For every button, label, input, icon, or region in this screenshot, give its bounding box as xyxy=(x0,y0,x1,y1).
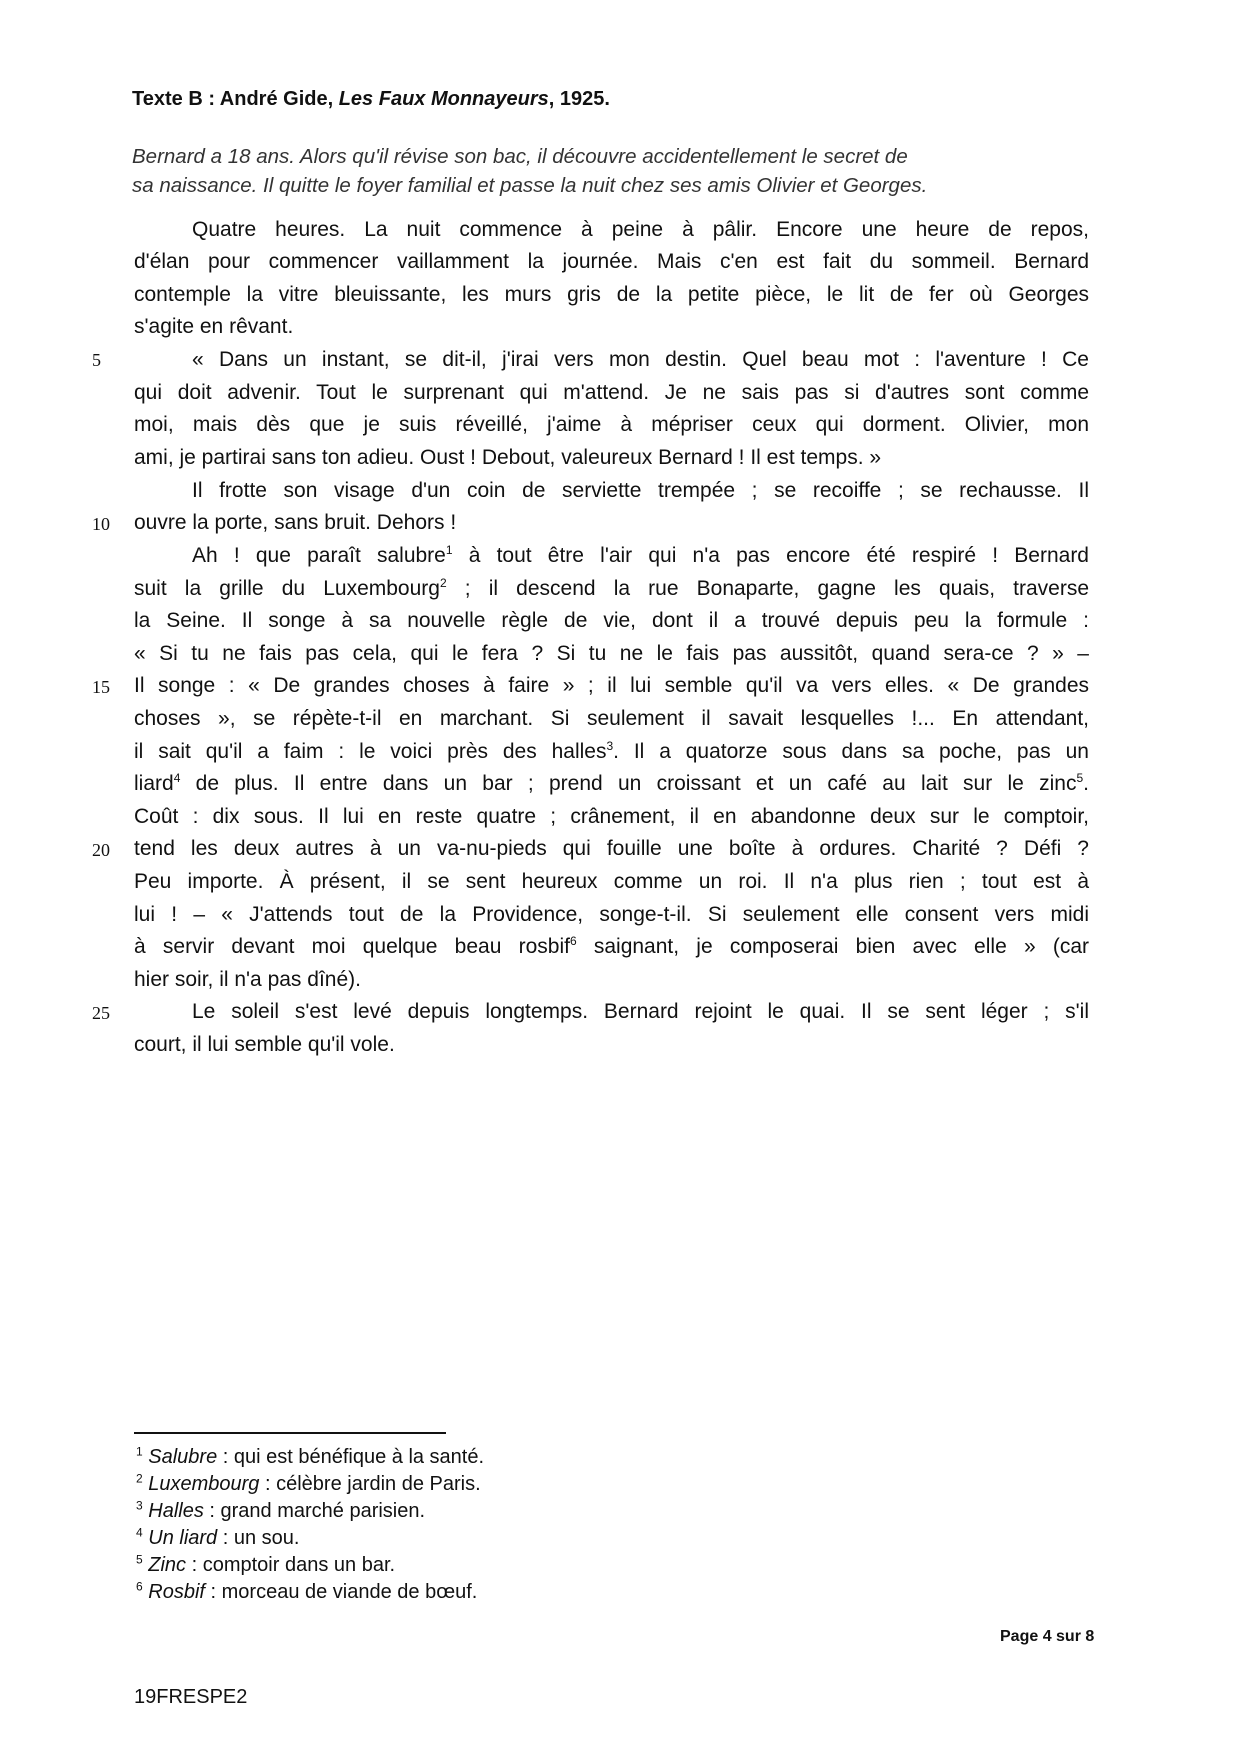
text-line: qui doit advenir. Tout le surprenant qui m'attend. Je ne sais pas si d'autres sont comme xyxy=(134,381,1089,404)
text-line: Coût : dix sous. Il lui en reste quatre ; crânement, il en abandonne deux sur le comptoir, xyxy=(134,805,1089,828)
footnote-term: Un liard xyxy=(148,1527,218,1549)
text-segment: . xyxy=(1083,772,1089,795)
footnote-mark: 5 xyxy=(1076,771,1084,785)
text-line xyxy=(134,933,1089,961)
footnote-term: Zinc xyxy=(148,1554,187,1576)
footnote-term: Rosbif xyxy=(148,1581,205,1603)
footnote-number: 6 xyxy=(136,1579,143,1594)
text-line: d'élan pour commencer vaillamment la journée. Mais c'en est fait du sommeil. Bernard xyxy=(134,250,1089,273)
text-title xyxy=(132,88,610,111)
footnote-definition: : qui est bénéfique à la santé. xyxy=(217,1446,485,1468)
footnote xyxy=(136,1444,484,1470)
page-number: Page 4 sur 8 xyxy=(1000,1628,1095,1645)
footnote-divider xyxy=(134,1432,446,1434)
footnote-mark: 6 xyxy=(569,934,577,948)
line-number: 20 xyxy=(92,840,110,860)
line-number: 25 xyxy=(92,1003,110,1023)
text-line: court, il lui semble qu'il vole. xyxy=(134,1033,395,1056)
text-line xyxy=(134,770,1089,798)
footnote-definition: : célèbre jardin de Paris. xyxy=(259,1473,481,1495)
text-segment: suit la grille du Luxembourg xyxy=(134,577,440,600)
text-line xyxy=(134,575,1089,603)
footnote xyxy=(136,1471,481,1497)
footnote-definition: : comptoir dans un bar. xyxy=(186,1554,396,1576)
line-number: 5 xyxy=(92,350,101,370)
title-author: Texte B : André Gide, xyxy=(132,88,339,110)
footnote-number: 1 xyxy=(136,1444,143,1459)
line-number: 15 xyxy=(92,677,110,697)
line-number: 10 xyxy=(92,514,110,534)
text-line: lui ! – « J'attends tout de la Providence, songe-t-il. Si seulement elle consent vers midi xyxy=(134,903,1089,926)
text-segment: Ah ! que paraît salubre xyxy=(192,544,446,567)
text-segment: à tout être l'air qui n'a pas encore été respiré ! Bernard xyxy=(452,544,1089,567)
intro-line: Bernard a 18 ans. Alors qu'il révise son bac, il découvre accidentellement le secret de xyxy=(132,145,908,168)
text-line: Il songe : « De grandes choses à faire » ; il lui semble qu'il va vers elles. « De grandes xyxy=(134,674,1089,697)
footnote-number: 3 xyxy=(136,1498,143,1513)
text-line: la Seine. Il songe à sa nouvelle règle de vie, dont il a trouvé depuis peu la formule : xyxy=(134,609,1089,632)
text-line xyxy=(192,542,1089,570)
text-segment: ; il descend la rue Bonaparte, gagne les quais, traverse xyxy=(446,577,1090,600)
title-year: , 1925. xyxy=(548,88,610,110)
text-segment: . Il a quatorze sous dans sa poche, pas un xyxy=(613,740,1089,763)
footnote xyxy=(136,1525,299,1551)
footnote-term: Salubre xyxy=(148,1446,218,1468)
document-code: 19FRESPE2 xyxy=(134,1686,248,1708)
text-line: choses », se répète-t-il en marchant. Si seulement il savait lesquelles !... En attendant, xyxy=(134,707,1089,730)
footnote-definition: : grand marché parisien. xyxy=(203,1500,426,1522)
footnote-definition: : un sou. xyxy=(217,1527,300,1549)
title-work: Les Faux Monnayeurs xyxy=(338,88,549,110)
intro-paragraph xyxy=(132,142,1092,200)
footnote xyxy=(136,1552,395,1578)
text-segment: il sait qu'il a faim : le voici près des halles xyxy=(134,740,607,763)
footnote-mark: 2 xyxy=(439,576,447,590)
text-segment: saignant, je composerai bien avec elle » (car xyxy=(576,935,1089,958)
text-line: s'agite en rêvant. xyxy=(134,315,294,338)
footnote xyxy=(136,1498,425,1524)
text-line: Le soleil s'est levé depuis longtemps. Bernard rejoint le quai. Il se sent léger ; s'il xyxy=(192,1000,1089,1023)
text-line: hier soir, il n'a pas dîné). xyxy=(134,968,361,991)
text-segment: liard xyxy=(134,772,174,795)
text-segment: à servir devant moi quelque beau rosbif xyxy=(134,935,570,958)
footnote-number: 2 xyxy=(136,1471,143,1486)
text-line: contemple la vitre bleuissante, les murs gris de la petite pièce, le lit de fer où Georges xyxy=(134,283,1089,306)
text-line: moi, mais dès que je suis réveillé, j'aime à mépriser ceux qui dorment. Olivier, mon xyxy=(134,413,1089,436)
footnote-mark: 4 xyxy=(173,771,181,785)
footnote xyxy=(136,1579,477,1605)
text-line: Peu importe. À présent, il se sent heureux comme un roi. Il n'a plus rien ; tout est à xyxy=(134,870,1089,893)
text-line: tend les deux autres à un va-nu-pieds qui fouille une boîte à ordures. Charité ? Défi ? xyxy=(134,837,1089,860)
footnote-term: Halles xyxy=(148,1500,204,1522)
text-line: ouvre la porte, sans bruit. Dehors ! xyxy=(134,511,457,534)
text-line: « Dans un instant, se dit-il, j'irai vers mon destin. Quel beau mot : l'aventure ! Ce xyxy=(192,348,1089,371)
footnote-mark: 3 xyxy=(606,739,614,753)
text-line: Il frotte son visage d'un coin de serviette trempée ; se recoiffe ; se rechausse. Il xyxy=(192,479,1089,502)
text-line: « Si tu ne fais pas cela, qui le fera ? Si tu ne le fais pas aussitôt, quand sera-ce ? » – xyxy=(134,642,1089,665)
text-line xyxy=(134,738,1089,766)
intro-line: sa naissance. Il quitte le foyer familial et passe la nuit chez ses amis Olivier et Georges. xyxy=(132,174,928,197)
footnote-number: 4 xyxy=(136,1525,143,1540)
text-line: ami, je partirai sans ton adieu. Oust ! Debout, valeureux Bernard ! Il est temps. » xyxy=(134,446,882,469)
footnote-number: 5 xyxy=(136,1552,143,1567)
footnote-term: Luxembourg xyxy=(148,1473,260,1495)
footnote-mark: 1 xyxy=(445,543,453,557)
text-segment: de plus. Il entre dans un bar ; prend un croissant et un café au lait sur le zinc xyxy=(180,772,1077,795)
footnote-definition: : morceau de viande de bœuf. xyxy=(204,1581,478,1603)
text-line: Quatre heures. La nuit commence à peine à pâlir. Encore une heure de repos, xyxy=(192,218,1089,241)
